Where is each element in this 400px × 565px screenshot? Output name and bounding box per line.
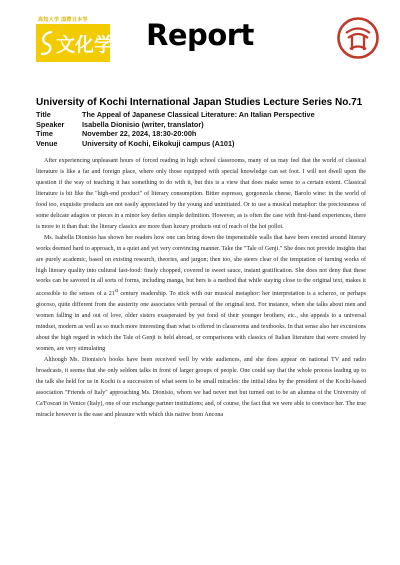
event-speaker-row [36, 120, 376, 130]
event-time-row [36, 129, 376, 139]
report-body [36, 156, 366, 421]
body-paragraph-2-part-2: century readership. To stick with our musical metaphor: her interpretation is a scherzo, or perhaps giocoso, quite different from the austerity one associates with perusal of the original text. For instance, when she talks about men and women falling in and out of love, older sisters exasperated by yet fond of their younger brothers, etc., she appeals to a universal mindset, modern as well as so much more interesting than what is offered in classrooms and textbooks. In that sense also her excursions about the high regard in which the Tale of Genji is held abroad, or comparisons with classics of Italian literature that were created by women, are very stimulating [36, 291, 366, 353]
lecture-series-title: University of Kochi International Japan Studies Lecture Series No.71 [36, 97, 363, 108]
university-seal-icon [336, 16, 380, 60]
event-title-label: Title [36, 110, 51, 119]
body-paragraph-2-part-1: Ms. Isabella Dionisio has shown her readers how one can bring down the impenetrable walls that have been erected around literary works deemed hard to approach, in a quiet and yet very convincing manner. Take the "Tale of Genji." She does not provide insights that are purely academic, based on existing research, theories, and jargon; then too, she steers clear of the temptation of turning works of high literary quality into cultural fast-food: finely chopped, covered in sweet sauce, instant gratification. She does not deny that these works can be savored in all sorts of forms, including manga, but hers is a method that while staying close to the original text, makes it accessible to the senses of a 21 [36, 234, 366, 298]
event-speaker-value: Isabella Dionisio (writer, translator) [82, 119, 204, 129]
body-paragraph-3: Although Ms. Dionisio's books have been received well by wide audiences, and she does appear on national TV and radio broadcasts, it seems that she only seldom talks in front of larger groups of people. One could say that the whole process leading up to the talk she held for us in Kochi is a succession of what seem to be small miracles: the initial idea by the president of the Kochi-based association "Friends of Italy" approaching Ms. Dionisio, whom we had never met but turned out to be an alumna of the University of Ca'Foscari in Venice (Italy), one of our exchange partner institutions; and, of course, the fact that we were able to convince her. The true miracle however is the ease and pleasure with which this native from Ancona [36, 357, 366, 418]
report-title: Report [146, 18, 254, 52]
ordinal-suffix: st [114, 289, 119, 295]
body-paragraph-2 [36, 233, 366, 356]
event-venue-value: University of Kochi, Eikokuji campus (A101) [82, 138, 235, 148]
body-paragraph-1: After experiencing unpleasant hours of forced reading in high school classrooms, many of us may feel that the world of classical literature is like a far and foreign place, where only those equipped with special knowledge can set foot. I will not dwell upon the question if the way of teaching it has something to do with it, but this is a view that does make sense to a certain extent. Classical literature is bit like the "high-end product" of literary consumption. Bitter espresso, gorgonzola cheese, Barolo wine: in the world of food too, exquisite products are not easily appreciated by the young and uninitiated. Or to use a musical metaphor: the preciousness of some delicate adagios or pieces in a minor key defies simple definition. However, as is often the case with first-hand experiences, there is more to it than that: the literary classics are more than luxury products out of reach of the hoi polloi. [36, 158, 366, 230]
logo-top-text: 高知大学 国際日本学 [38, 17, 88, 23]
event-details [36, 110, 376, 148]
logo-main-text: 文化学部 [56, 33, 133, 56]
event-time-label: Time [36, 129, 53, 138]
event-title-value: The Appeal of Japanese Classical Literature: An Italian Perspective [82, 110, 315, 119]
event-venue-label: Venue [36, 138, 58, 148]
event-time-value: November 22, 2024, 18:30-20:00h [82, 129, 197, 138]
event-venue-row [36, 139, 376, 149]
event-title-row [36, 110, 376, 120]
event-speaker-label: Speaker [36, 119, 65, 129]
